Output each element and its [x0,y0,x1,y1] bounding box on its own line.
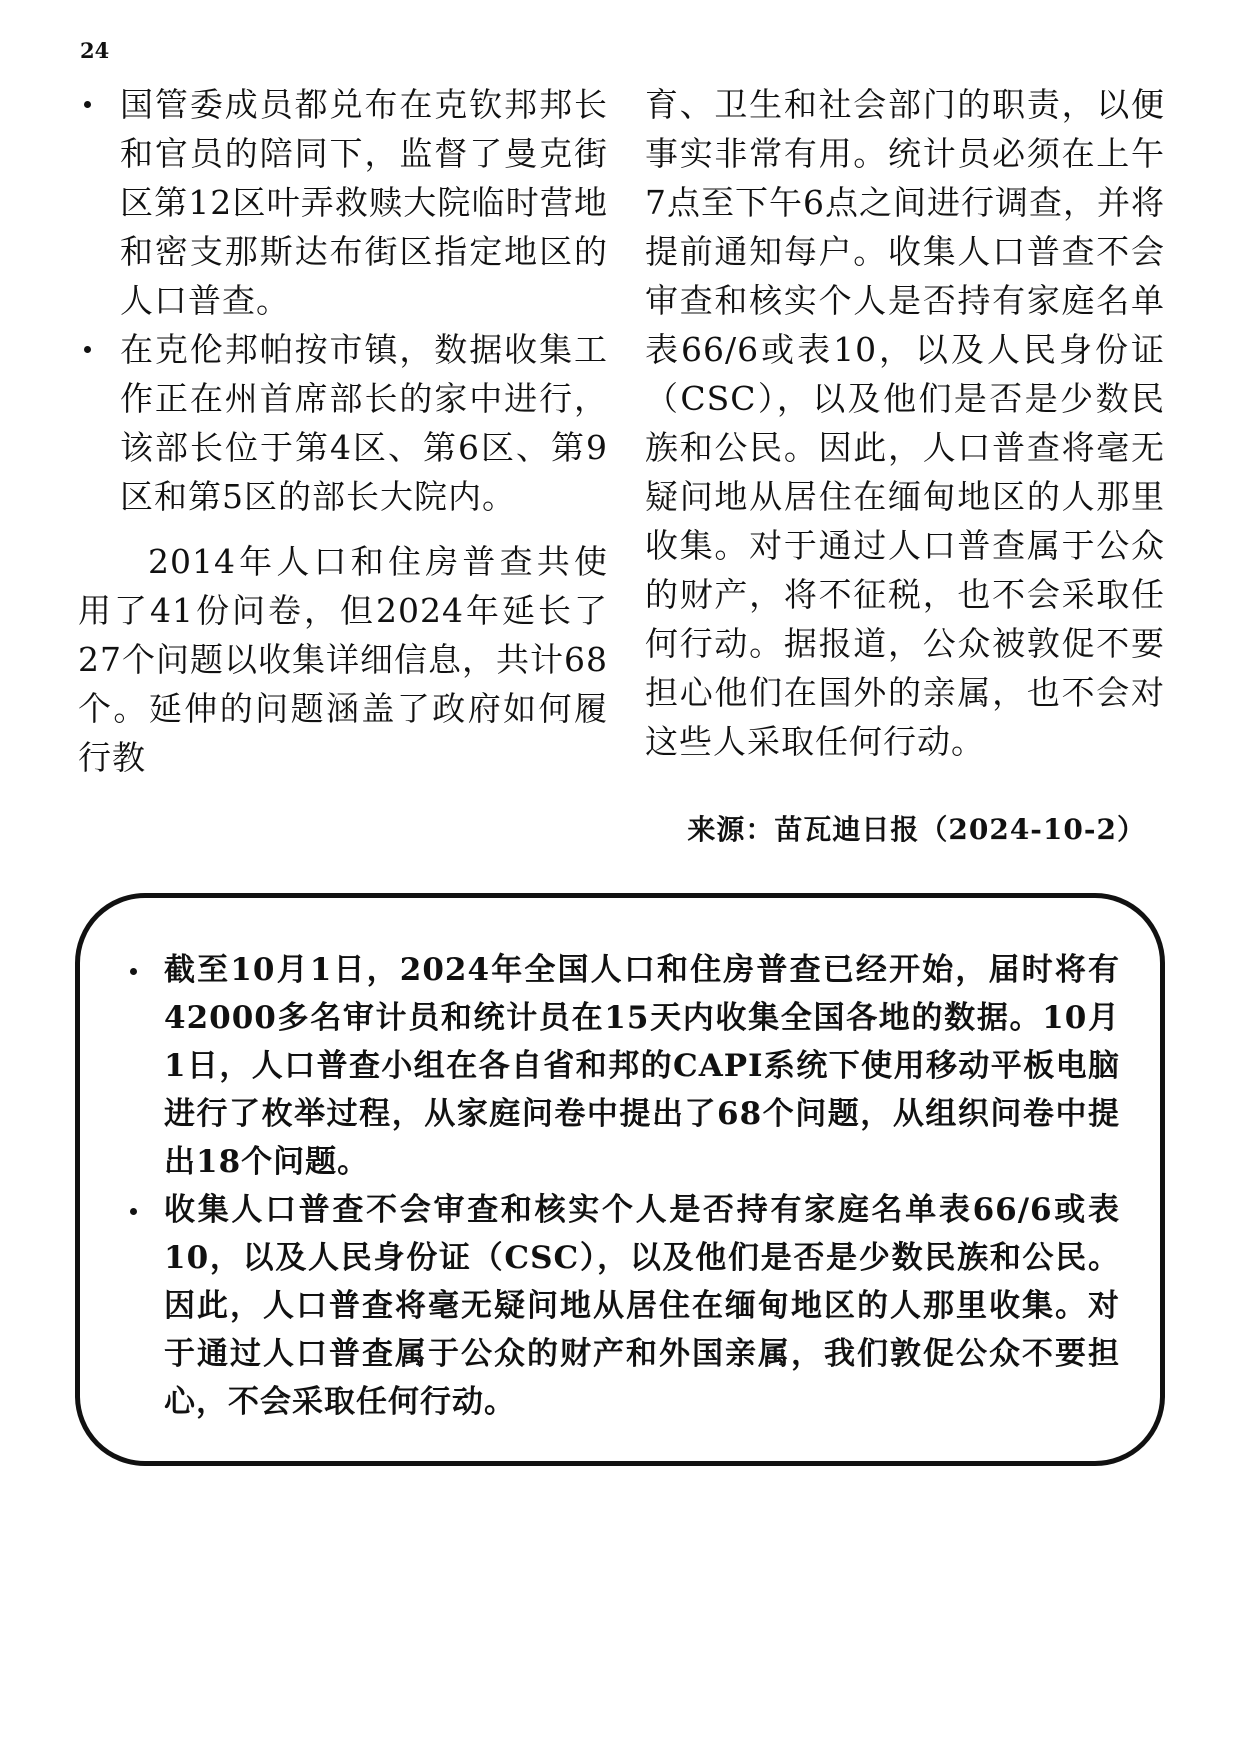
left-bullet-list [78,80,608,521]
body-paragraph: 育、卫生和社会部门的职责，以便事实非常有用。统计员必须在上午7点至下午6点之间进行调查，并将提前通知每户。收集人口普查不会审查和核实个人是否持有家庭名单表66/6或表10，以及人民身份证（CSC），以及他们是否是少数民族和公民。因此，人口普查将毫无疑问地从居住在缅甸地区的人那里收集。对于通过人口普查属于公众的财产，将不征税，也不会采取任何行动。据报道，公众被敦促不要担心他们在国外的亲属，也不会对这些人采取任何行动。 [645,85,1165,761]
summary-text: 截至10月1日，2024年全国人口和住房普查已经开始，届时将有42000多名审计员和统计员在15天内收集全国各地的数据。10月1日，人口普查小组在各自省和邦的CAPI系统下使用移动平板电脑进行了枚举过程，从家庭问卷中提出了68个问题，从组织问卷中提出18个问题。 [164,952,1120,1180]
right-column [645,80,1165,766]
bullet-icon [130,968,137,975]
page-number: 24 [80,38,110,63]
left-column [78,80,608,782]
source-citation: 来源：苗瓦迪日报（2024-10-2） [687,813,1146,846]
list-item [78,80,608,325]
list-item [122,946,1120,1186]
bullet-icon [84,101,91,108]
summary-box [75,893,1165,1466]
summary-text: 收集人口普查不会审查和核实个人是否持有家庭名单表66/6或表10，以及人民身份证（CSC），以及他们是否是少数民族和公民。因此，人口普查将毫无疑问地从居住在缅甸地区的人那里收集。对于通过人口普查属于公众的财产和外国亲属，我们敦促公众不要担心，不会采取任何行动。 [164,1192,1120,1420]
list-item [122,1186,1120,1426]
summary-bullet-list [122,946,1120,1426]
body-paragraph: 2014年人口和住房普查共使用了41份问卷，但2024年延长了27个问题以收集详细信息，共计68个。延伸的问题涵盖了政府如何履行教 [78,542,608,777]
bullet-icon [84,346,91,353]
list-item [78,325,608,521]
bullet-text: 国管委成员都兑布在克钦邦邦长和官员的陪同下，监督了曼克街区第12区叶弄救赎大院临时营地和密支那斯达布街区指定地区的人口普查。 [120,85,608,320]
bullet-icon [130,1208,137,1215]
bullet-text: 在克伦邦帕按市镇，数据收集工作正在州首席部长的家中进行，该部长位于第4区、第6区、第9区和第5区的部长大院内。 [120,330,608,516]
